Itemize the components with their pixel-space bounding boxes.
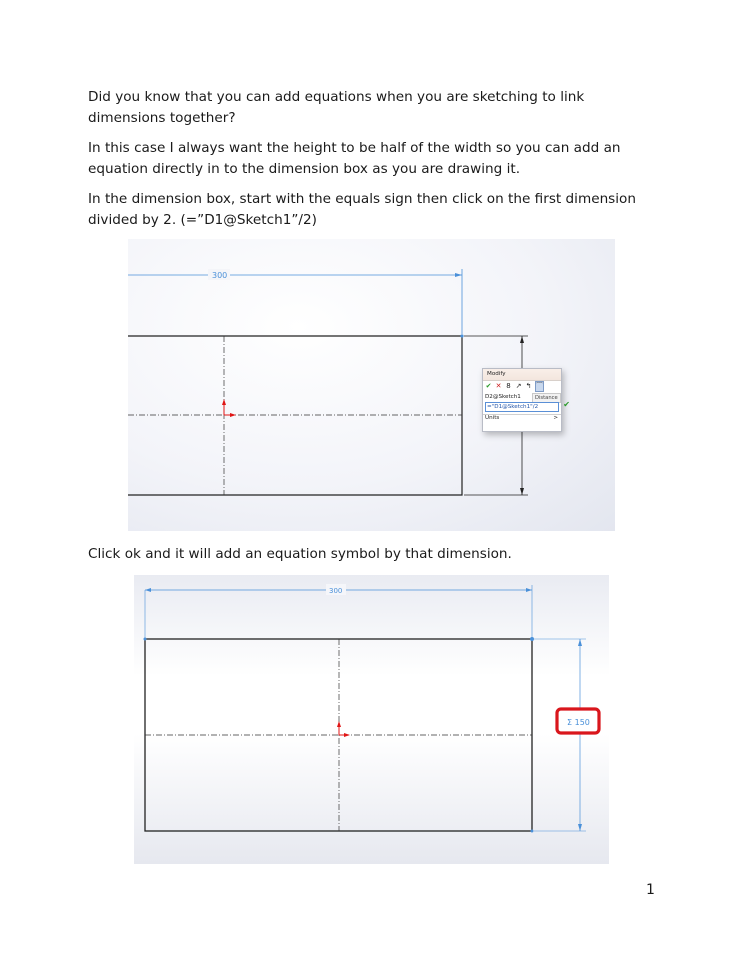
- page-number: 1: [646, 882, 655, 898]
- width-dimension-label: 300: [329, 587, 343, 595]
- dimension-value-text: ="D1@Sketch1"/2: [487, 404, 539, 410]
- dimension-name-label: D2@Sketch1: [485, 394, 521, 400]
- result-paragraph: Click ok and it will add an equation symbol by that dimension.: [88, 546, 512, 562]
- units-label: Units: [485, 415, 500, 421]
- modify-dialog-toolbar: [483, 381, 561, 392]
- reverse-direction-icon[interactable]: ↗: [515, 382, 522, 390]
- distance-tooltip: Distance: [532, 393, 561, 403]
- modify-dialog-title: Modify: [483, 369, 561, 381]
- sketch-drawing-2: [134, 575, 609, 864]
- sketch-screenshot-modify-dialog: [128, 239, 615, 531]
- instruction-paragraph: In the dimension box, start with the equals sign then click on the first dimension divided by 2. (=”D1@Sketch1”/2): [88, 191, 636, 228]
- cancel-x-icon[interactable]: ✕: [495, 382, 502, 390]
- units-expand-chevron-icon[interactable]: >: [553, 415, 558, 421]
- modify-dialog[interactable]: [482, 368, 570, 432]
- dimension-value-input[interactable]: [485, 400, 570, 412]
- sketch-screenshot-equation-symbol: [134, 575, 609, 864]
- intro-paragraph: Did you know that you can add equations when you are sketching to link dimensions together?: [88, 89, 585, 126]
- mark-dimension-icon[interactable]: ↰: [525, 382, 532, 390]
- ok-checkmark-icon[interactable]: ✔: [485, 382, 492, 390]
- explanation-paragraph: In this case I always want the height to be half of the width so you can add an equation directly in to the dimension box as you are drawing it.: [88, 140, 621, 177]
- spin-increment-icon[interactable]: ⌒: [536, 382, 543, 390]
- confirm-checkmark-icon[interactable]: ✔: [563, 400, 570, 409]
- rebuild-icon[interactable]: 8: [506, 382, 511, 390]
- units-row[interactable]: [483, 414, 561, 421]
- width-dimension-label: 300: [212, 271, 228, 280]
- height-dimension-equation-label: Σ 150: [567, 718, 590, 727]
